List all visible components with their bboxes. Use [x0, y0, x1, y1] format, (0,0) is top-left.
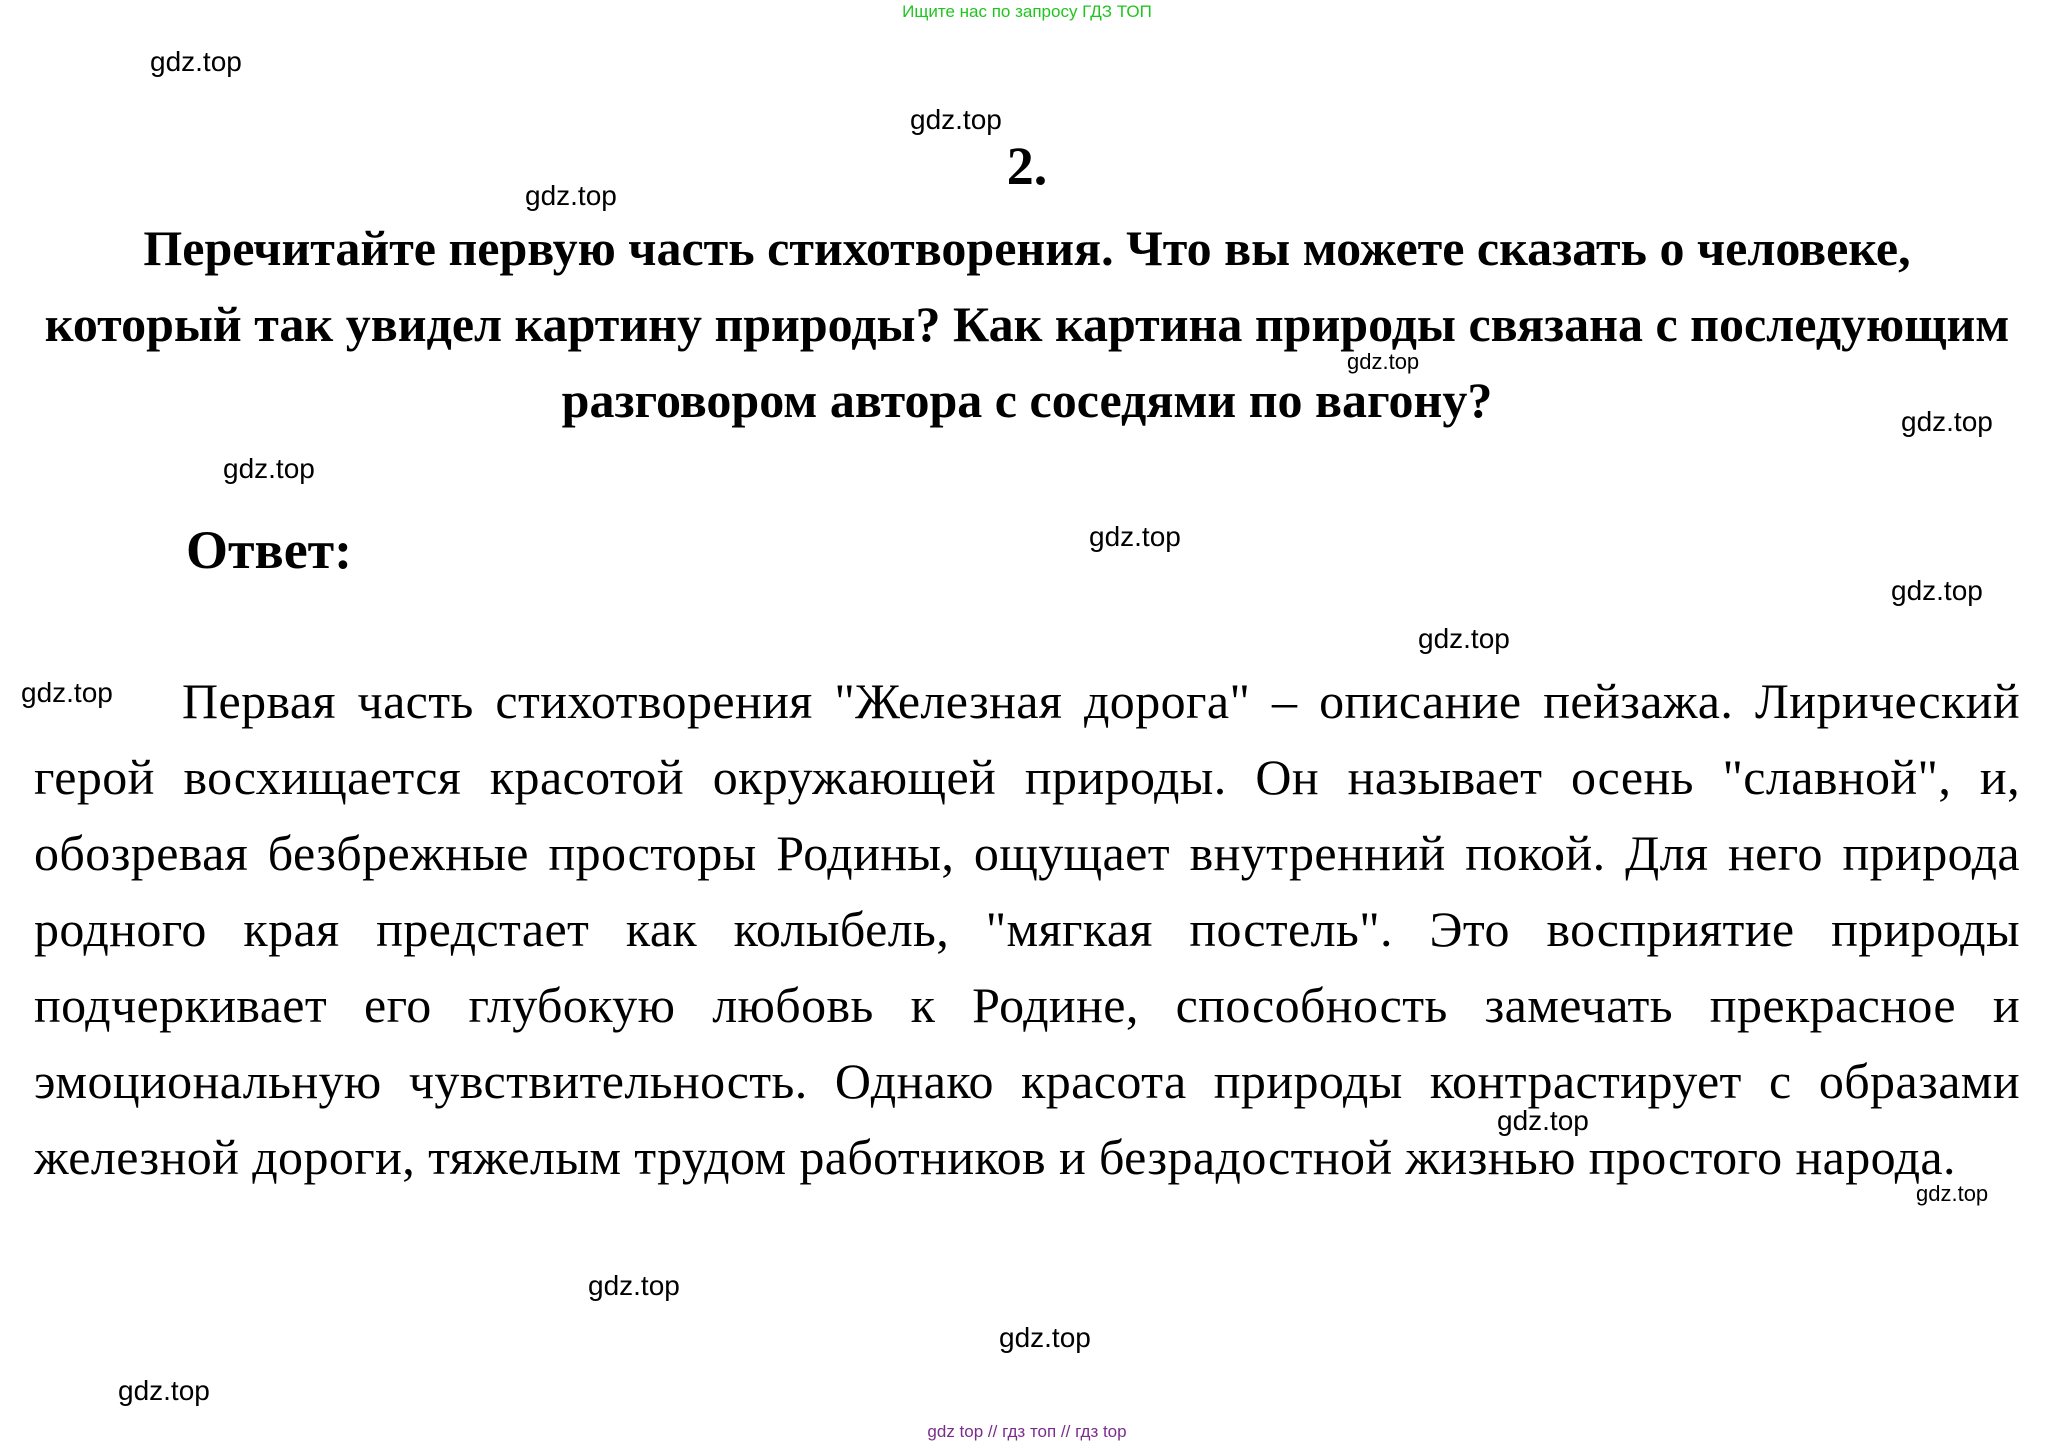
watermark: gdz.top — [21, 677, 113, 708]
bottom-banner: gdz top // гдз топ // гдз top — [927, 1422, 1127, 1441]
watermark: gdz.top — [588, 1270, 680, 1301]
answer-text: Первая часть стихотворения "Железная дорога" – описание пейзажа. Лирический герой восхищается красотой окружающей природы. Он называет осень "славной", и, обозревая безбрежные просторы Родины, ощущает внутренний покой. Для него природа родного края предстает как колыбель, "мягкая постель". Это восприятие природы подчеркивает его глубокую любовь к Родине, способность замечать прекрасное и эмоциональную чувствительность. Однако красота природы контрастирует с образами железной дороги, тяжелым трудом работников и безрадостной жизнью простого народа. — [34, 673, 2020, 1185]
answer-label: Ответ: — [186, 520, 353, 580]
top-banner: Ищите нас по запросу ГДЗ ТОП — [902, 2, 1152, 21]
watermark: gdz.top — [1347, 349, 1420, 374]
watermark: gdz.top — [1901, 406, 1993, 437]
task-question: Перечитайте первую часть стихотворения. Что вы можете сказать о человеке, который так увидел картину природы? Как картина природы связана с последующим разговором автора с соседями по вагону? — [44, 220, 2010, 428]
watermark: gdz.top — [1089, 521, 1181, 552]
watermark: gdz.top — [525, 180, 617, 211]
watermark: gdz.top — [999, 1322, 1091, 1353]
watermark: gdz.top — [1497, 1105, 1589, 1136]
watermark: gdz.top — [910, 104, 1002, 135]
watermark: gdz.top — [118, 1375, 210, 1406]
watermark: gdz.top — [1418, 623, 1510, 654]
watermark: gdz.top — [150, 46, 242, 77]
watermark: gdz.top — [1891, 575, 1983, 606]
watermark: gdz.top — [223, 453, 315, 484]
task-number: 2. — [1006, 136, 1048, 196]
watermark: gdz.top — [1916, 1181, 1989, 1206]
